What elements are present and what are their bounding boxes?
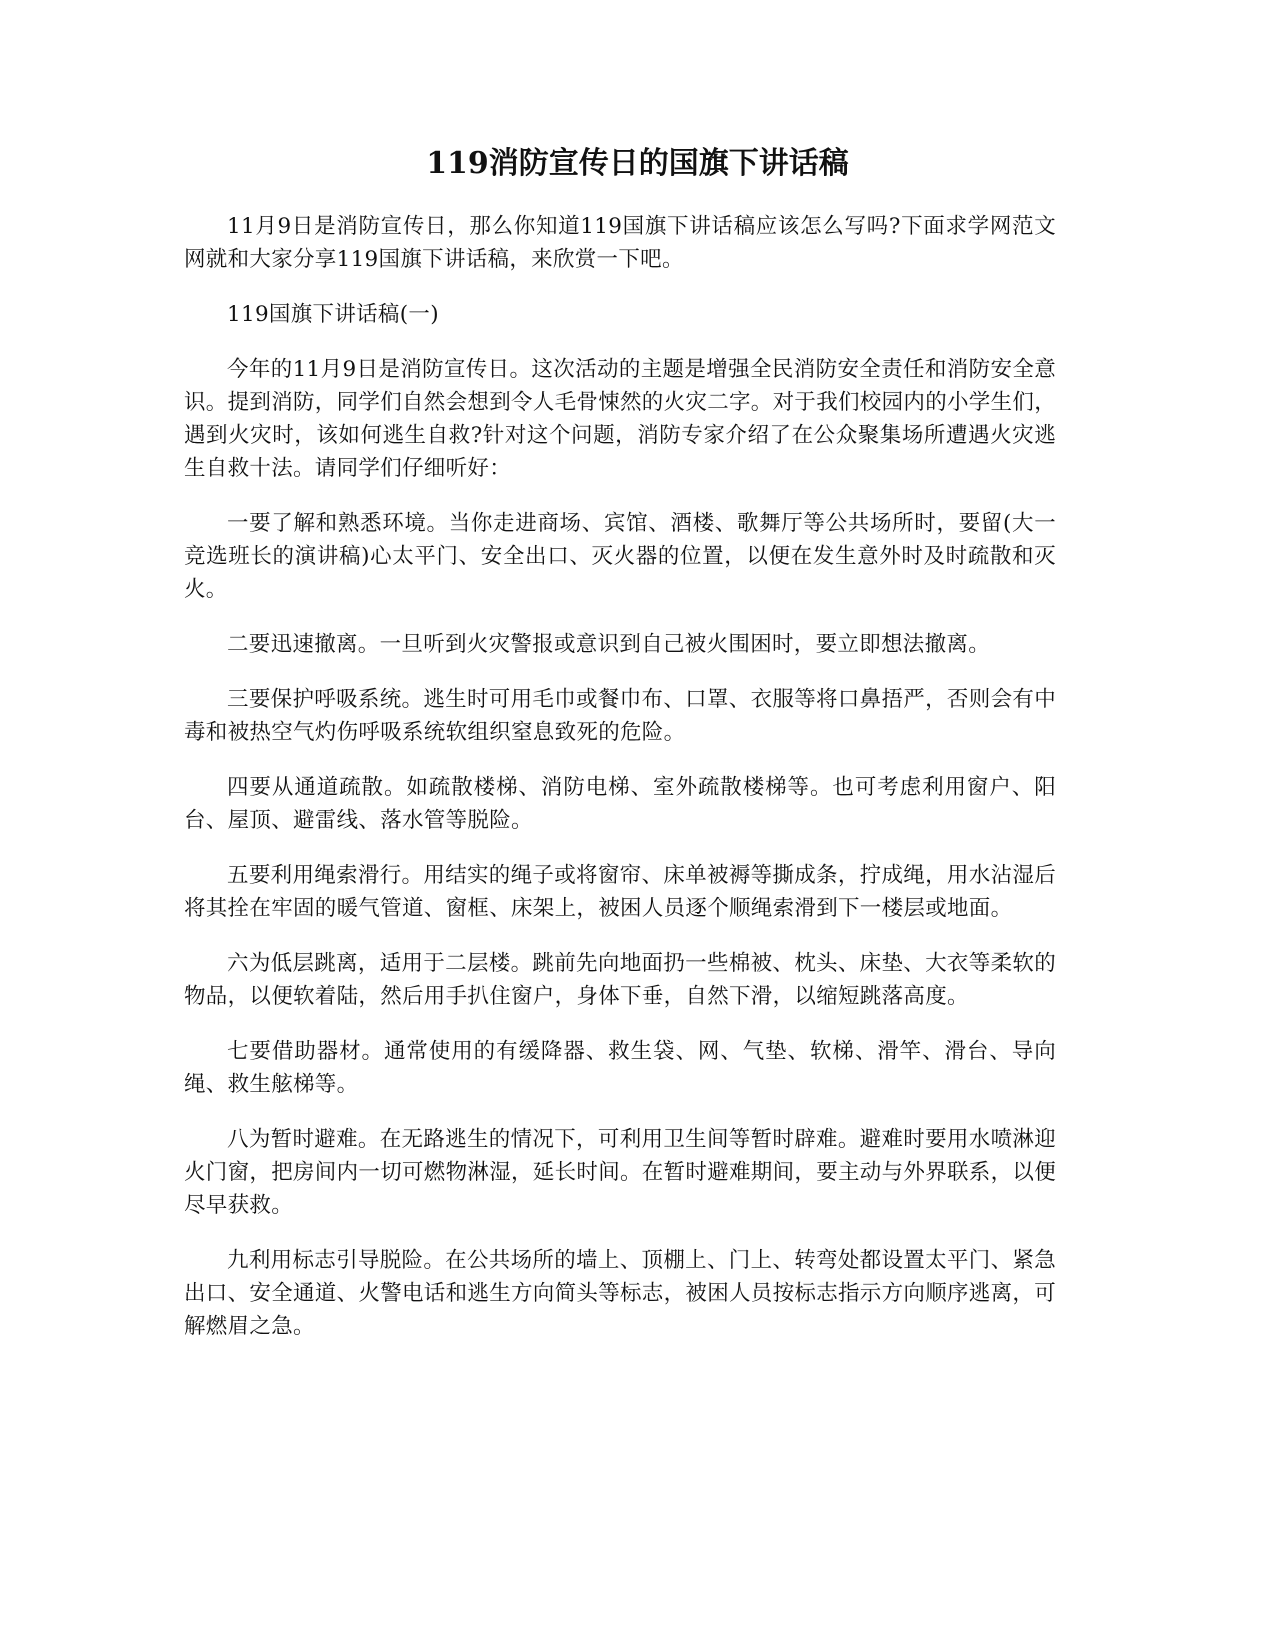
body-paragraph: 四要从通道疏散。如疏散楼梯、消防电梯、室外疏散楼梯等。也可考虑利用窗户、阳台、屋顶、避雷线、落水管等脱险。 xyxy=(184,775,1056,833)
section-heading: 119国旗下讲话稿(一) xyxy=(227,302,439,327)
body-paragraph: 九利用标志引导脱险。在公共场所的墙上、顶棚上、门上、转弯处都设置太平门、紧急出口、安全通道、火警电话和逃生方向简头等标志，被困人员按标志指示方向顺序逃离，可解燃眉之急。 xyxy=(184,1248,1057,1339)
intro-paragraph: 11月9日是消防宣传日，那么你知道119国旗下讲话稿应该怎么写吗?下面求学网范文网就和大家分享119国旗下讲话稿，来欣赏一下吧。 xyxy=(184,214,1056,272)
body-paragraph: 一要了解和熟悉环境。当你走进商场、宾馆、酒楼、歌舞厅等公共场所时，要留(大一竞选班长的演讲稿)心太平门、安全出口、灭火器的位置，以便在发生意外时及时疏散和灭火。 xyxy=(184,511,1056,602)
document-body xyxy=(184,210,1056,1365)
body-paragraph: 二要迅速撤离。一旦听到火灾警报或意识到自己被火围困时，要立即想法撤离。 xyxy=(227,632,991,657)
body-paragraph: 八为暂时避难。在无路逃生的情况下，可利用卫生间等暂时辟难。避难时要用水喷淋迎火门窗，把房间内一切可燃物淋湿，延长时间。在暂时避难期间，要主动与外界联系，以便尽早获救。 xyxy=(184,1127,1057,1218)
body-paragraph: 三要保护呼吸系统。逃生时可用毛巾或餐巾布、口罩、衣服等将口鼻捂严，否则会有中毒和被热空气灼伤呼吸系统软组织窒息致死的危险。 xyxy=(184,687,1056,745)
body-paragraph: 七要借助器材。通常使用的有缓降器、救生袋、网、气垫、软梯、滑竿、滑台、导向绳、救生舷梯等。 xyxy=(184,1039,1056,1097)
body-paragraph: 今年的11月9日是消防宣传日。这次活动的主题是增强全民消防安全责任和消防安全意识。提到消防，同学们自然会想到令人毛骨悚然的火灾二字。对于我们校园内的小学生们，遇到火灾时，该如何逃生自救?针对这个问题，消防专家介绍了在公众聚集场所遭遇火灾逃生自救十法。请同学们仔细听好： xyxy=(184,357,1057,481)
body-paragraph: 六为低层跳离，适用于二层楼。跳前先向地面扔一些棉被、枕头、床垫、大衣等柔软的物品，以便软着陆，然后用手扒住窗户，身体下垂，自然下滑，以缩短跳落高度。 xyxy=(184,951,1056,1009)
document-title: 119消防宣传日的国旗下讲话稿 xyxy=(426,146,849,181)
body-paragraph: 五要利用绳索滑行。用结实的绳子或将窗帘、床单被褥等撕成条，拧成绳，用水沾湿后将其拴在牢固的暖气管道、窗框、床架上，被困人员逐个顺绳索滑到下一楼层或地面。 xyxy=(184,863,1056,921)
